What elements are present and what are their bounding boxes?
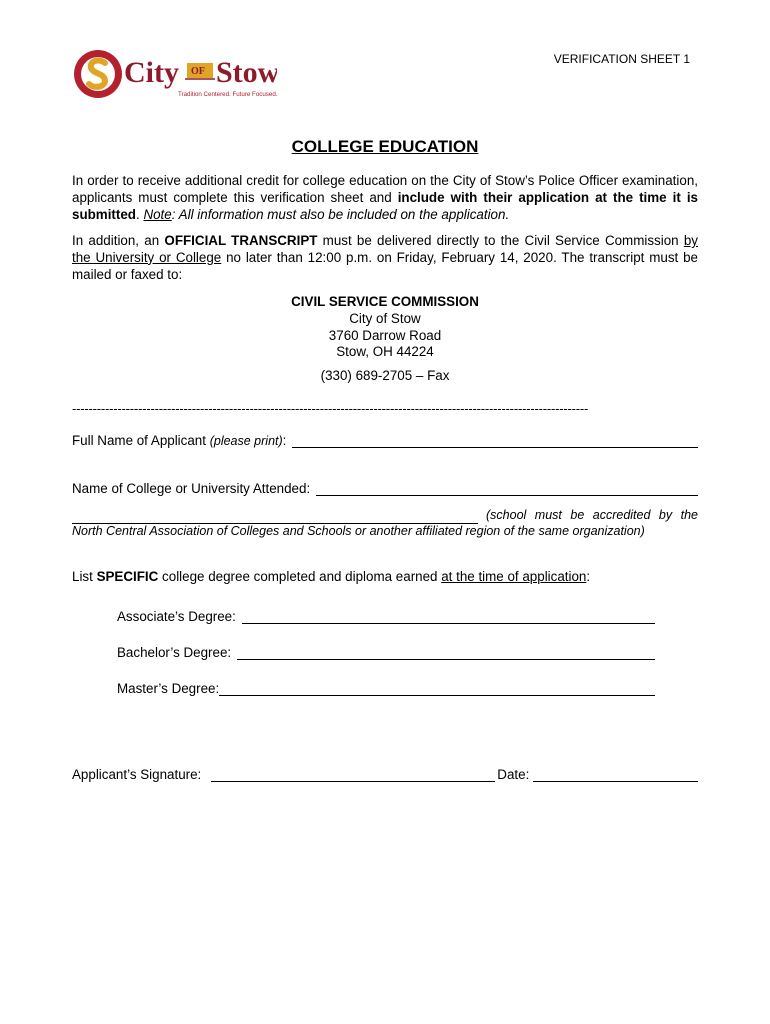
transcript-text-3: no later than 12:00 p.m. on Friday, February 14, 2020. The transcript must be mailed or faxed to: xyxy=(72,249,698,282)
intro-paragraph xyxy=(72,173,698,223)
college-row xyxy=(72,481,698,496)
svg-text:Stow: Stow xyxy=(216,56,277,89)
intro-text-2: . xyxy=(135,206,144,222)
transcript-paragraph xyxy=(72,233,698,283)
bachelors-label: Bachelor’s Degree: xyxy=(117,645,232,660)
date-field[interactable] xyxy=(533,767,698,782)
intro-text: In order to receive additional credit for college education on the City of Stow’s Police Officer examination, applicants must complete this verification sheet and xyxy=(72,173,698,205)
full-name-label-text: Full Name of Applicant xyxy=(72,433,210,448)
degree-intro-colon: : xyxy=(586,569,591,584)
date-label: Date: xyxy=(497,767,530,782)
page-title: COLLEGE EDUCATION xyxy=(291,137,479,156)
degree-intro-bold: SPECIFIC xyxy=(96,569,159,584)
bachelors-field[interactable] xyxy=(237,645,655,660)
degree-intro xyxy=(72,569,698,586)
masters-label: Master’s Degree: xyxy=(117,681,220,696)
address-street: 3760 Darrow Road xyxy=(328,327,442,343)
fax-number: (330) 689-2705 – Fax xyxy=(320,368,450,383)
degree-intro-text: List xyxy=(72,569,97,584)
transcript-text-2: must be delivered directly to the Civil Service Commission xyxy=(317,233,684,248)
college-field-continuation[interactable] xyxy=(72,510,478,524)
associates-row xyxy=(117,609,655,624)
masters-row xyxy=(117,681,655,696)
intro-bold-text: include with their application at the time it is submitted xyxy=(72,189,699,222)
city-of-stow-logo xyxy=(72,46,277,102)
full-name-field[interactable] xyxy=(292,433,698,448)
separator-line: ----------------------------------------------------------------------------------------------------------------------------- xyxy=(72,401,589,416)
masters-field[interactable] xyxy=(219,681,655,696)
verification-sheet-label: VERIFICATION SHEET 1 xyxy=(553,52,690,66)
transcript-bold-text: OFFICIAL TRANSCRIPT xyxy=(164,233,318,248)
associates-label: Associate’s Degree: xyxy=(117,609,236,624)
degree-intro-underlined: at the time of application xyxy=(441,569,587,584)
mailing-address xyxy=(0,294,770,361)
address-city: City of Stow xyxy=(349,310,421,326)
signature-field[interactable] xyxy=(211,767,495,782)
address-org: CIVIL SERVICE COMMISSION xyxy=(291,294,479,309)
college-field[interactable] xyxy=(316,481,698,496)
accreditation-note xyxy=(72,508,698,539)
signature-label: Applicant’s Signature: xyxy=(72,767,202,782)
signature-row xyxy=(72,767,698,782)
full-name-row xyxy=(72,433,698,448)
full-name-label xyxy=(72,433,286,448)
full-name-colon: : xyxy=(282,433,287,448)
svg-text:Tradition Centered. Future Foc: Tradition Centered. Future Focused. xyxy=(178,91,277,98)
transcript-text: In addition, an xyxy=(72,233,165,248)
transcript-underlined-text: by the University or College xyxy=(72,233,698,265)
note-text: : All information must also be included on the application. xyxy=(171,206,510,222)
degree-intro-text-2: college degree completed and diploma earned xyxy=(158,569,442,584)
accreditation-note-line2: North Central Association of Colleges and Schools or another affiliated region of the same organization) xyxy=(72,523,645,538)
college-label: Name of College or University Attended: xyxy=(72,481,311,496)
note-label: Note xyxy=(143,206,172,222)
address-citystate: Stow, OH 44224 xyxy=(336,344,434,360)
bachelors-row xyxy=(117,645,655,660)
svg-text:City: City xyxy=(124,56,179,89)
svg-text:OF: OF xyxy=(191,66,205,77)
accreditation-note-line1: (school must be accredited by the xyxy=(486,508,698,522)
full-name-hint: (please print) xyxy=(209,434,283,448)
stow-s-emblem-icon xyxy=(72,46,277,102)
associates-field[interactable] xyxy=(242,609,655,624)
